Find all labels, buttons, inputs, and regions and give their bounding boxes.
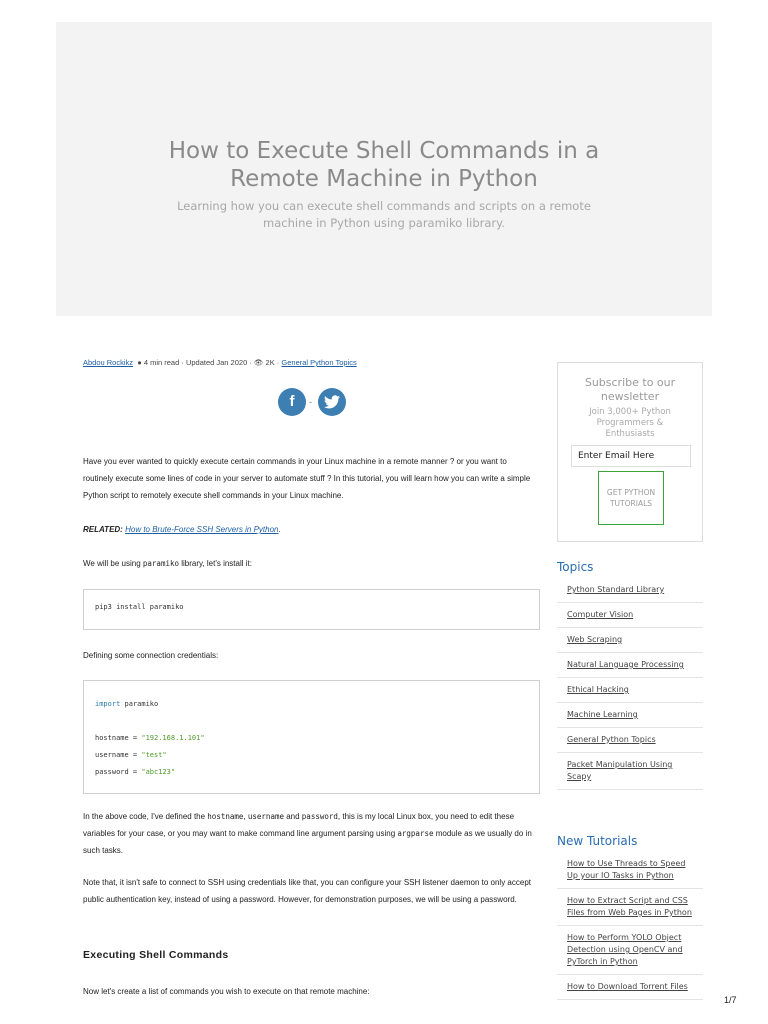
tutorial-item[interactable]: How to Download Torrent Files	[557, 975, 703, 1000]
article-meta	[83, 358, 357, 367]
topic-item[interactable]: Computer Vision	[557, 603, 703, 628]
newsletter-subtitle: Join 3,000+ Python Programmers & Enthusiasts	[589, 407, 671, 439]
tutorials-list	[557, 852, 703, 1000]
install-command: pip3 install paramiko	[95, 603, 184, 611]
code-line-username: username = "test"	[95, 751, 167, 759]
facebook-icon: f	[289, 393, 295, 410]
newsletter-box	[557, 362, 703, 542]
twitter-share-button[interactable]	[318, 388, 346, 416]
inline-code: paramiko	[142, 559, 180, 568]
twitter-icon	[324, 395, 340, 409]
code-line-import: import paramiko	[95, 700, 159, 708]
page-subtitle: Learning how you can execute shell commands and scripts on a remote machine in Python using paramiko library.	[177, 199, 591, 230]
topics-heading: Topics	[557, 560, 594, 574]
tutorial-item[interactable]: How to Use Threads to Speed Up your IO Tasks in Python	[557, 852, 703, 889]
topic-item[interactable]: Ethical Hacking	[557, 678, 703, 703]
topic-item[interactable]: Python Standard Library	[557, 578, 703, 603]
clock-icon: ●	[135, 358, 142, 367]
install-intro: We will be using paramiko library, let's install it:	[83, 559, 252, 568]
commands-intro: Now let's create a list of commands you wish to execute on that remote machine:	[83, 987, 370, 996]
tutorials-heading: New Tutorials	[557, 834, 638, 848]
topic-item[interactable]: Natural Language Processing	[557, 653, 703, 678]
email-input[interactable]	[571, 445, 691, 467]
note-paragraph: Note that, it isn't safe to connect to SSH using credentials like that, you can configure your SSH listener daemon to only accept public authentication key, instead of using a password. However, for demonstration purposes, we will be using a password.	[83, 878, 531, 904]
category-link[interactable]: General Python Topics	[281, 358, 357, 367]
credentials-code-block[interactable]	[83, 680, 540, 794]
facebook-share-button[interactable]	[278, 388, 306, 416]
related-label: RELATED:	[83, 525, 123, 534]
topics-list	[557, 578, 703, 790]
topic-item[interactable]: Packet Manipulation Using Scapy	[557, 753, 703, 790]
code-line-password: password = "abc123"	[95, 768, 176, 776]
explain-paragraph: In the above code, I've defined the hostname, username and password, this is my local Linux box, you need to edit these variables for your case, or you may want to make command line argument parsing using argparse module as we usually do in such tasks.	[83, 812, 532, 855]
page-number: 1/7	[724, 995, 737, 1005]
author-link[interactable]: Abdou Rockikz	[83, 358, 134, 367]
topic-item[interactable]: General Python Topics	[557, 728, 703, 753]
install-code-block[interactable]	[83, 589, 540, 630]
section-heading: Executing Shell Commands	[83, 949, 229, 961]
topic-item[interactable]: Web Scraping	[557, 628, 703, 653]
code-line-hostname: hostname = "192.168.1.101"	[95, 734, 205, 742]
tutorial-item[interactable]: How to Perform YOLO Object Detection using OpenCV and PyTorch in Python	[557, 926, 703, 975]
read-time: 4 min read · Updated Jan 2020 ·	[143, 358, 254, 367]
hero-banner	[56, 22, 712, 316]
view-count: 2K ·	[265, 358, 282, 367]
eye-icon: 👁	[253, 358, 264, 367]
related-link[interactable]: How to Brute-Force SSH Servers in Python	[125, 525, 279, 534]
subscribe-button[interactable]: GET PYTHON TUTORIALS	[598, 471, 664, 525]
topic-item[interactable]: Machine Learning	[557, 703, 703, 728]
intro-paragraph: Have you ever wanted to quickly execute certain commands in your Linux machine in a remote manner ? or you want to routinely execute some lines of code in your server to automate stuff ? In this tutorial, you will learn how you can write a simple Python script to remotely execute shell commands in your Linux machine.	[83, 457, 531, 500]
share-separator: -	[309, 397, 312, 407]
newsletter-title: Subscribe to our newsletter	[584, 376, 676, 403]
credentials-intro: Defining some connection credentials:	[83, 651, 219, 660]
tutorial-item[interactable]: How to Extract Script and CSS Files from Web Pages in Python	[557, 889, 703, 926]
related-line: RELATED: How to Brute-Force SSH Servers in Python.	[83, 525, 281, 534]
page-title: How to Execute Shell Commands in a Remote Machine in Python	[168, 138, 600, 192]
